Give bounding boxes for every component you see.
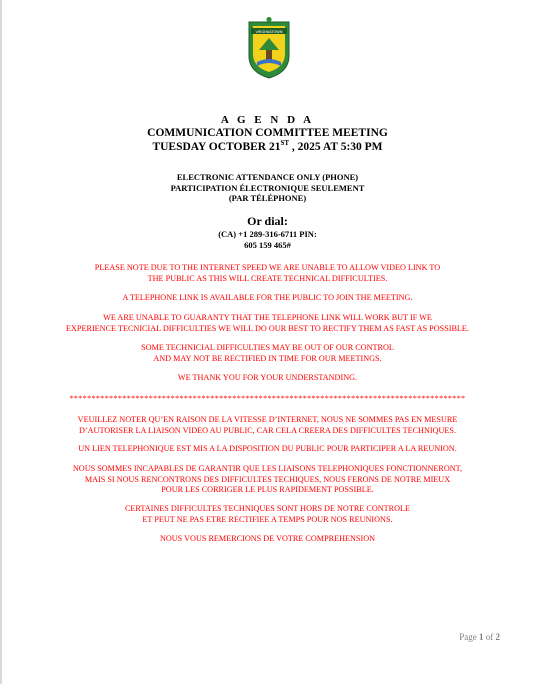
english-notice-control xyxy=(0,343,535,364)
notice-line: EXPERIENCE TECNICIAL DIFFICULTIES WE WILL DO OUR BEST TO RECTIFY THEM AS FAST AS POSSIBLE. xyxy=(66,323,469,333)
english-notice-guaranty xyxy=(0,313,535,334)
dial-info xyxy=(0,229,535,251)
township-crest-logo xyxy=(245,16,293,80)
french-notice-telephone: UN LIEN TELEPHONIQUE EST MIS A LA DISPOSITION DU PUBLIC POUR PARTICIPER A LA REUNION. xyxy=(78,444,457,453)
notice-line: PLEASE NOTE DUE TO THE INTERNET SPEED WE ARE UNABLE TO ALLOW VIDEO LINK TO xyxy=(94,263,441,272)
page-edge xyxy=(0,0,2,684)
meeting-date-time: , 2025 AT 5:30 PM xyxy=(289,141,383,153)
french-notice-video xyxy=(0,415,535,436)
notice-line: POUR LES CORRIGER LE PLUS RAPIDEMENT POSSIBLE. xyxy=(161,485,374,494)
french-notice-control xyxy=(0,504,535,525)
notice-line: THE PUBLIC AS THIS WILL CREATE TECHNICAL DIFFICULTIES. xyxy=(147,273,388,283)
attendance-line-french: PARTICIPATION ÉLECTRONIQUE SEULEMENT xyxy=(170,182,365,193)
notice-line: CERTAINES DIFFICULTES TECHNIQUES SONT HORS DE NOTRE CONTROLE xyxy=(124,504,411,513)
meeting-date xyxy=(0,141,535,153)
dial-heading: Or dial: xyxy=(247,214,288,228)
notice-line: MAIS SI NOUS RENCONTRONS DES DIFFICULTES TECHIQUES, NOUS FERONS DE NOTRE MIEUX xyxy=(84,474,451,484)
notice-line: ET PEUT NE PAS ETRE RECTIFIEE A TEMPS POUR NOS REUNIONS. xyxy=(142,514,393,524)
french-notice-guaranty xyxy=(0,464,535,496)
meeting-date-ordinal: ST xyxy=(280,139,290,147)
notice-line: VEUILLEZ NOTER QU’EN RAISON DE LA VITESSE D’INTERNET, NOUS NE SOMMES PAS EN MESURE xyxy=(77,415,458,424)
notice-line: NOUS SOMMES INCAPABLES DE GARANTIR QUE LES LIAISONS TELEPHONIQUES FONCTIONNERONT, xyxy=(72,464,463,473)
meeting-date-main: TUESDAY OCTOBER 21 xyxy=(152,141,281,153)
page-of-word: of xyxy=(483,632,496,642)
notice-line: AND MAY NOT BE RECTIFIED IN TIME FOR OUR MEETINGS. xyxy=(153,353,382,363)
attendance-line-english: ELECTRONIC ATTENDANCE ONLY (PHONE) xyxy=(176,172,359,182)
french-notice-thanks: NOUS VOUS REMERCIONS DE VOTRE COMPREHENSION xyxy=(159,534,376,543)
dial-pin: 605 159 465# xyxy=(244,240,291,250)
english-notice-telephone: A TELEPHONE LINK IS AVAILABLE FOR THE PUBLIC TO JOIN THE MEETING. xyxy=(122,293,413,302)
notice-line: WE ARE UNABLE TO GUARANTY THAT THE TELEPHONE LINK WILL WORK BUT IF WE xyxy=(103,313,432,322)
notice-line: SOME TECHNICIAL DIFFICULTIES MAY BE OUT OF OUR CONTROL xyxy=(141,343,394,352)
page-number xyxy=(459,632,500,642)
page-current: 1 xyxy=(479,632,484,642)
dial-number: (CA) +1 289-316-6711 PIN: xyxy=(218,229,317,239)
agenda-heading: A G E N D A xyxy=(220,114,315,126)
attendance-line-phone: (PAR TÉLÉPHONE) xyxy=(228,193,307,203)
meeting-title: COMMUNICATION COMMITTEE MEETING xyxy=(147,127,388,139)
page-word: Page xyxy=(459,632,479,642)
page-total: 2 xyxy=(495,632,500,642)
notice-line: D’AUTORISER LA LIAISON VIDEO AU PUBLIC, CAR CELA CREERA DES DIFFICULTES TECHNIQUES. xyxy=(78,425,457,435)
english-notice-thanks: WE THANK YOU FOR YOUR UNDERSTANDING. xyxy=(177,373,358,382)
svg-text:VIRGINIATOWN: VIRGINIATOWN xyxy=(255,29,283,34)
attendance-notice xyxy=(0,172,535,204)
section-separator: ****************************************************************************************** xyxy=(69,394,466,403)
english-notice-video xyxy=(0,263,535,284)
